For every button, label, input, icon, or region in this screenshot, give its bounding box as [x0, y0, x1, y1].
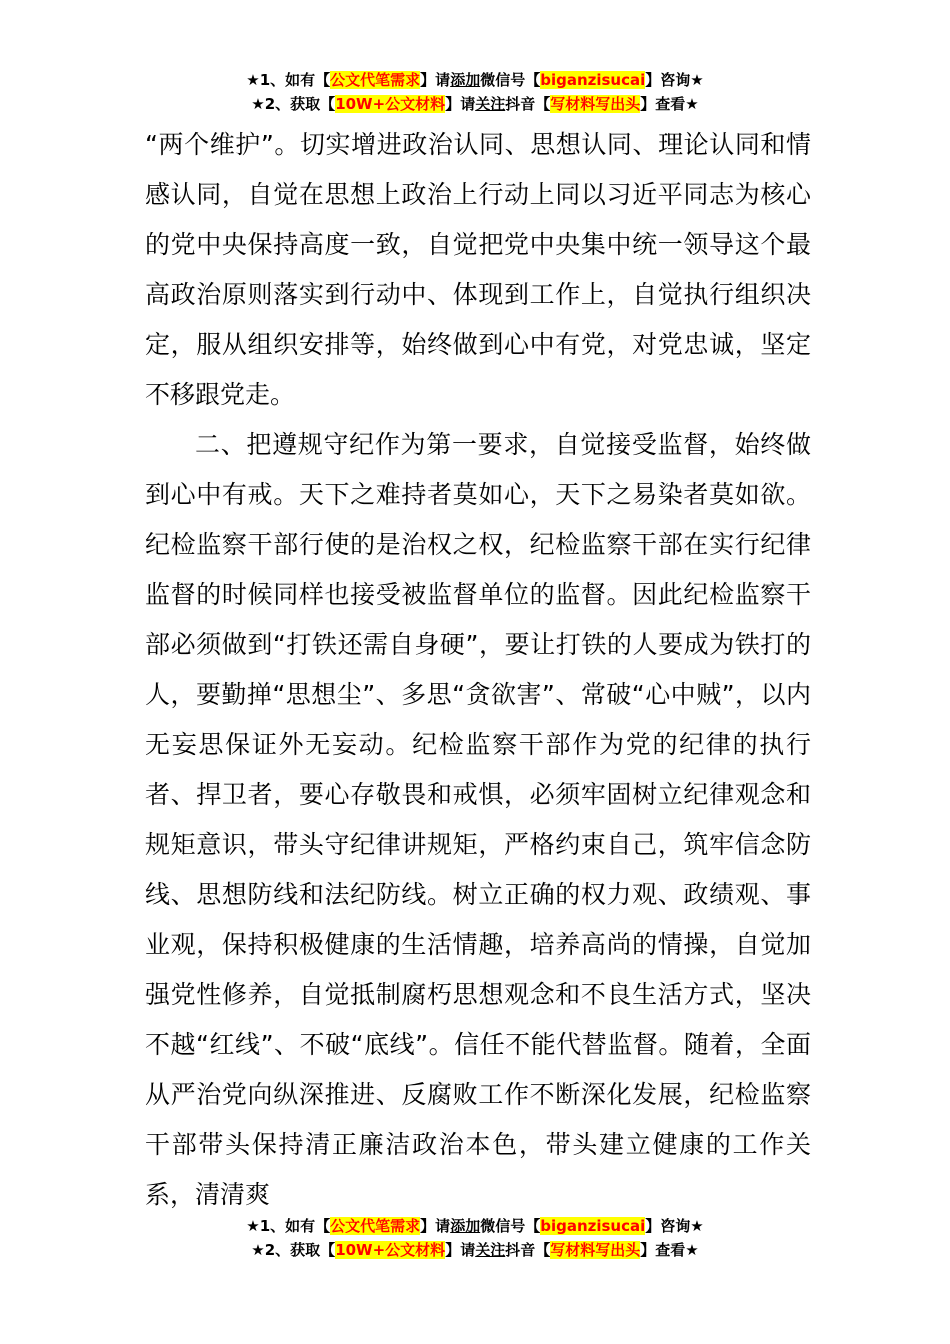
- document-body: [145, 120, 811, 1220]
- banner-text: 】查看★: [640, 1241, 699, 1259]
- banner-highlight-douyin-account: 写材料写出头: [550, 1241, 641, 1259]
- banner-highlight-service: 公文代笔需求: [330, 1217, 421, 1235]
- banner-text: 】咨询★: [645, 71, 704, 89]
- banner-text: 】请: [420, 1217, 451, 1235]
- banner-highlight-service: 公文代笔需求: [330, 71, 421, 89]
- banner-text: 抖音【: [505, 95, 551, 113]
- paragraph-section-two: 二、把遵规守纪作为第一要求，自觉接受监督，始终做到心中有戒。天下之难持者莫如心，天下之易染者莫如欲。纪检监察干部行使的是治权之权，纪检监察干部在实行纪律监督的时候同样也接受被监督单位的监督。因此纪检监察干部必须做到“打铁还需自身硬”，要让打铁的人要成为铁打的人，要勤掸“思想尘”、多思“贪欲害”、常破“心中贼”，以内无妄思保证外无妄动。纪检监察干部作为党的纪律的执行者、捍卫者，要心存敬畏和戒惧，必须牢固树立纪律观念和规矩意识，带头守纪律讲规矩，严格约束自己，筑牢信念防线、思想防线和法纪防线。树立正确的权力观、政绩观、事业观，保持积极健康的生活情趣，培养高尚的情操，自觉加强党性修养，自觉抵制腐朽思想观念和不良生活方式，坚决不越“红线”、不破“底线”。信任不能代替监督。随着，全面从严治党向纵深推进、反腐败工作不断深化发展，纪检监察干部带头保持清正廉洁政治本色，带头建立健康的工作关系，清清爽: [145, 430, 811, 1209]
- banner-text: 】请: [445, 95, 476, 113]
- footer-banner-line-1: [0, 1214, 950, 1238]
- banner-text: ★2、获取【: [251, 95, 336, 113]
- banner-emphasis: 添加: [450, 71, 481, 89]
- banner-text: 抖音【: [505, 1241, 551, 1259]
- banner-text: 微信号【: [480, 1217, 541, 1235]
- banner-highlight-wechat-id: biganzisucai: [540, 1217, 646, 1235]
- banner-text: ★1、如有【: [246, 71, 331, 89]
- banner-text: 】咨询★: [645, 1217, 704, 1235]
- header-banner-line-1: [0, 68, 950, 92]
- footer-banner: [0, 1214, 950, 1262]
- banner-text: 】请: [420, 71, 451, 89]
- banner-emphasis: 关注: [475, 95, 506, 113]
- paragraph-continuation: “两个维护”。切实增进政治认同、思想认同、理论认同和情感认同，自觉在思想上政治上行动上同以习近平同志为核心的党中央保持高度一致，自觉把党中央集中统一领导这个最高政治原则落实到行动中、体现到工作上，自觉执行组织决定，服从组织安排等，始终做到心中有党，对党忠诚，坚定不移跟党走。: [145, 130, 811, 409]
- banner-highlight-materials: 10W+公文材料: [335, 1241, 446, 1259]
- banner-text: 微信号【: [480, 71, 541, 89]
- header-banner: [0, 68, 950, 116]
- banner-text: 】查看★: [640, 95, 699, 113]
- footer-banner-line-2: [0, 1238, 950, 1262]
- banner-text: ★1、如有【: [246, 1217, 331, 1235]
- banner-text: ★2、获取【: [251, 1241, 336, 1259]
- banner-highlight-wechat-id: biganzisucai: [540, 71, 646, 89]
- banner-text: 】请: [445, 1241, 476, 1259]
- banner-emphasis: 关注: [475, 1241, 506, 1259]
- header-banner-line-2: [0, 92, 950, 116]
- banner-highlight-douyin-account: 写材料写出头: [550, 95, 641, 113]
- banner-emphasis: 添加: [450, 1217, 481, 1235]
- banner-highlight-materials: 10W+公文材料: [335, 95, 446, 113]
